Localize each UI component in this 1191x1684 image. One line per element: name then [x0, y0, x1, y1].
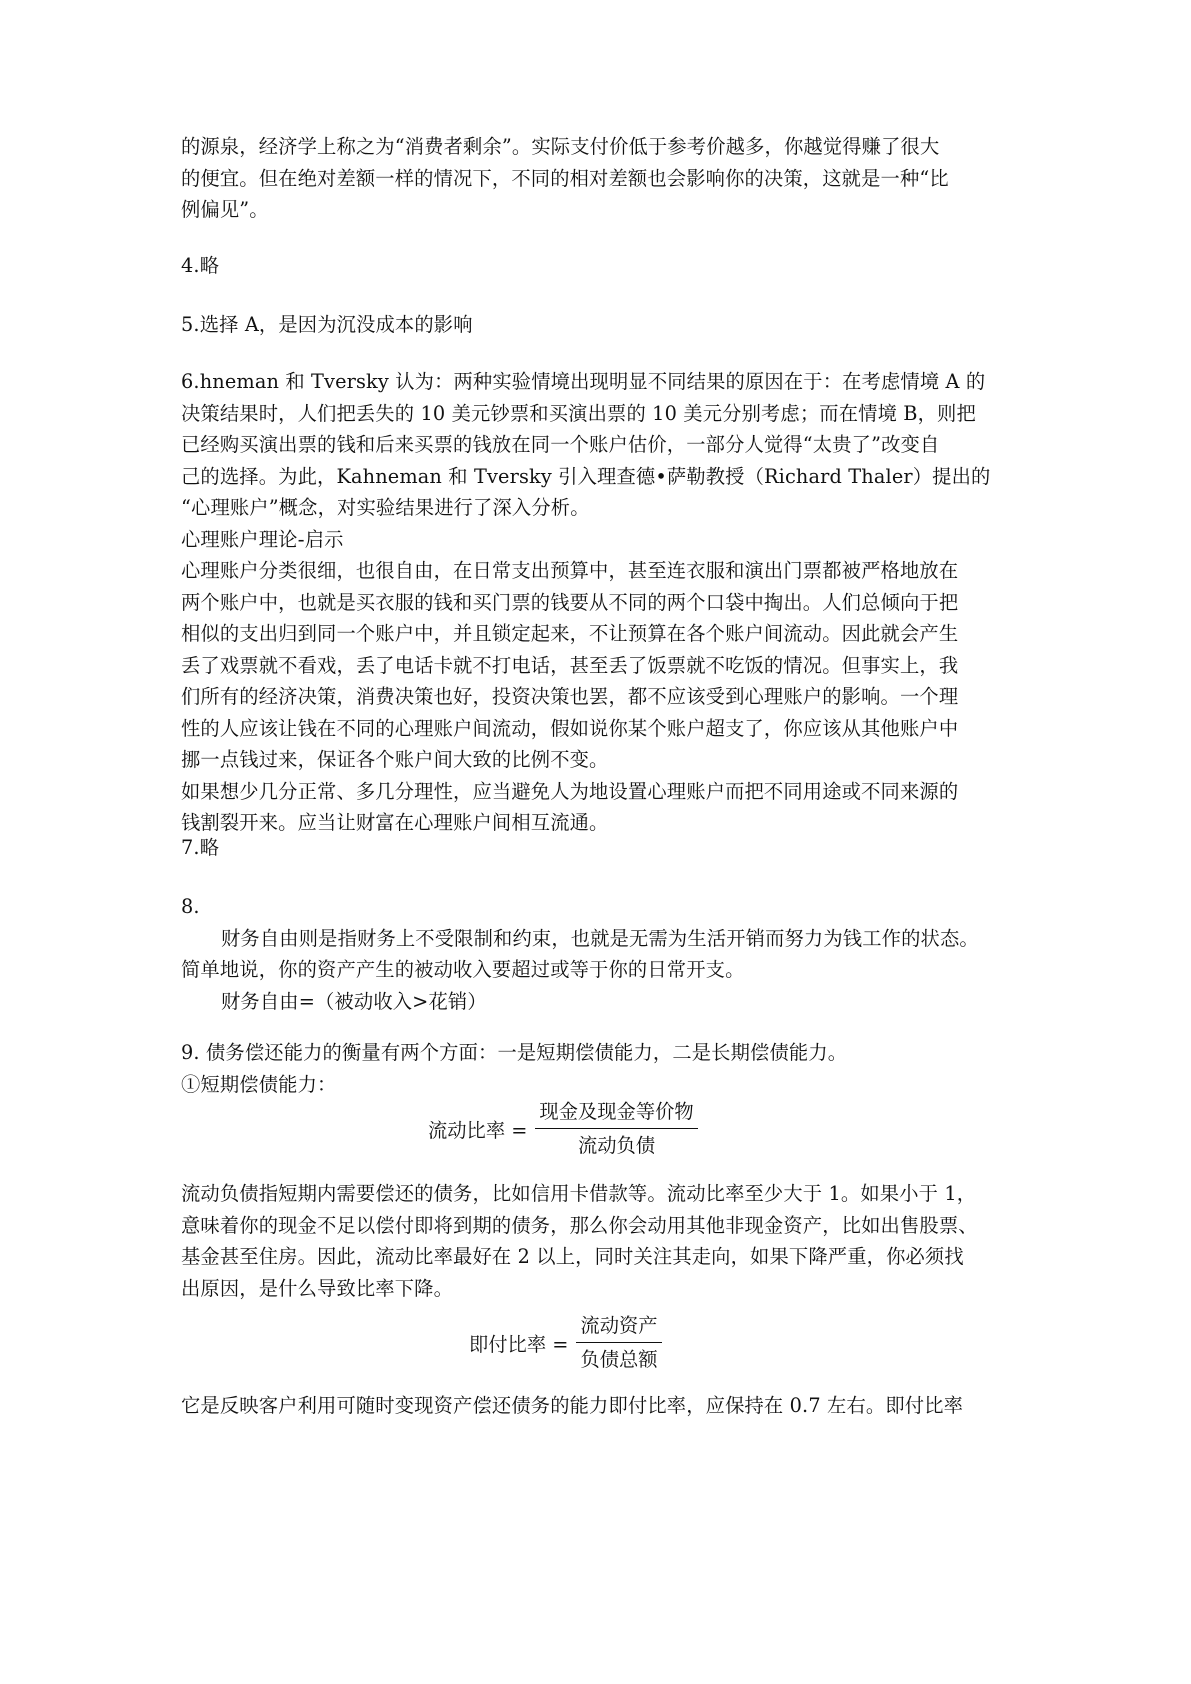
- formula-lhs: 流动比率 =: [428, 1119, 528, 1142]
- formula-lhs: 即付比率 =: [469, 1333, 569, 1356]
- paragraph-consumer-surplus: [181, 131, 1026, 226]
- text-line: 例偏见”。: [181, 198, 269, 221]
- text-line: 丢了戏票就不看戏，丢了电话卡就不打电话，甚至丢了饭票就不吃饭的情况。但事实上，我: [181, 653, 959, 677]
- text-line: 的便宜。但在绝对差额一样的情况下，不同的相对差额也会影响你的决策，这就是一种“比: [181, 166, 949, 190]
- text-line: 财务自由则是指财务上不受限制和约束，也就是无需为生活开销而努力为钱工作的状态。: [221, 926, 979, 950]
- text-line: 已经购买演出票的钱和后来买票的钱放在同一个账户估价，一部分人觉得“太贵了”改变自: [181, 433, 940, 456]
- item-9: [181, 1037, 1026, 1100]
- item-4: [181, 250, 1026, 282]
- text-line: 6.hneman 和 Tversky 认为：两种实验情境出现明显不同结果的原因在于：在考虑情境 A 的: [181, 370, 986, 393]
- text-line: 9. 债务偿还能力的衡量有两个方面：一是短期偿债能力，二是长期偿债能力。: [181, 1041, 848, 1064]
- fraction: [576, 1312, 661, 1374]
- text-line: 5.选择 A，是因为沉没成本的影响: [181, 313, 473, 336]
- text-line: 意味着你的现金不足以偿付即将到期的债务，那么你会动用其他非现金资产，比如出售股票、: [181, 1213, 978, 1237]
- item-6-paragraph: [181, 366, 1026, 839]
- quick-ratio-formula: [469, 1312, 662, 1374]
- paragraph-quick-ratio: [181, 1390, 1026, 1422]
- text-line: “心理账户”概念，对实验结果进行了深入分析。: [181, 496, 590, 519]
- text-line: ①短期偿债能力：: [181, 1072, 337, 1096]
- text-line: 两个账户中，也就是买衣服的钱和买门票的钱要从不同的两个口袋中掏出。人们总倾向于把: [181, 590, 959, 614]
- text-line: 们所有的经济决策，消费决策也好，投资决策也罢，都不应该受到心理账户的影响。一个理: [181, 685, 959, 708]
- text-line: 如果想少几分正常、多几分理性，应当避免人为地设置心理账户而把不同用途或不同来源的: [181, 779, 959, 803]
- fraction: [535, 1098, 697, 1160]
- text-line: 心理账户分类很细，也很自由，在日常支出预算中，甚至连衣服和演出门票都被严格地放在: [181, 559, 959, 582]
- paragraph-current-ratio: [181, 1178, 1026, 1304]
- text-line: 性的人应该让钱在不同的心理账户间流动，假如说你某个账户超支了，你应该从其他账户中: [181, 716, 959, 740]
- text-line: 4.略: [181, 254, 220, 277]
- text-line: 7.略: [181, 836, 220, 859]
- text-line: 基金甚至住房。因此，流动比率最好在 2 以上，同时关注其走向，如果下降严重，你必须找: [181, 1245, 964, 1268]
- text-line: 简单地说，你的资产产生的被动收入要超过或等于你的日常开支。: [181, 958, 745, 981]
- document-page: [181, 0, 1026, 1684]
- text-line: 己的选择。为此，Kahneman 和 Tversky 引入理查德•萨勒教授（Richard Thaler）提出的: [181, 464, 991, 488]
- current-ratio-formula: [428, 1098, 698, 1160]
- text-line: 相似的支出归到同一个账户中，并且锁定起来，不让预算在各个账户间流动。因此就会产生: [181, 622, 959, 645]
- text-line: 8.: [181, 895, 200, 918]
- item-5: [181, 309, 1026, 341]
- fraction-numerator: 现金及现金等价物: [535, 1098, 697, 1129]
- text-line: 财务自由=（被动收入>花销）: [221, 989, 487, 1013]
- text-line: 流动负债指短期内需要偿还的债务，比如信用卡借款等。流动比率至少大于 1。如果小于 1，: [181, 1182, 977, 1205]
- fraction-denominator: 负债总额: [580, 1348, 658, 1371]
- fraction-numerator: 流动资产: [576, 1312, 661, 1343]
- section-heading: 心理账户理论-启示: [181, 527, 344, 551]
- text-line: 钱割裂开来。应当让财富在心理账户间相互流通。: [181, 811, 609, 834]
- item-8: [181, 891, 1026, 1017]
- text-line: 它是反映客户利用可随时变现资产偿还债务的能力即付比率，应保持在 0.7 左右。即付比率: [181, 1394, 964, 1417]
- text-line: 挪一点钱过来，保证各个账户间大致的比例不变。: [181, 748, 609, 771]
- text-line: 的源泉，经济学上称之为“消费者剩余”。实际支付价低于参考价越多，你越觉得赚了很大: [181, 135, 940, 158]
- text-line: 出原因，是什么导致比率下降。: [181, 1276, 454, 1300]
- fraction-denominator: 流动负债: [577, 1134, 656, 1157]
- item-7: [181, 832, 1026, 864]
- text-line: 决策结果时，人们把丢失的 10 美元钞票和买演出票的 10 美元分别考虑；而在情境 B，则把: [181, 401, 976, 425]
